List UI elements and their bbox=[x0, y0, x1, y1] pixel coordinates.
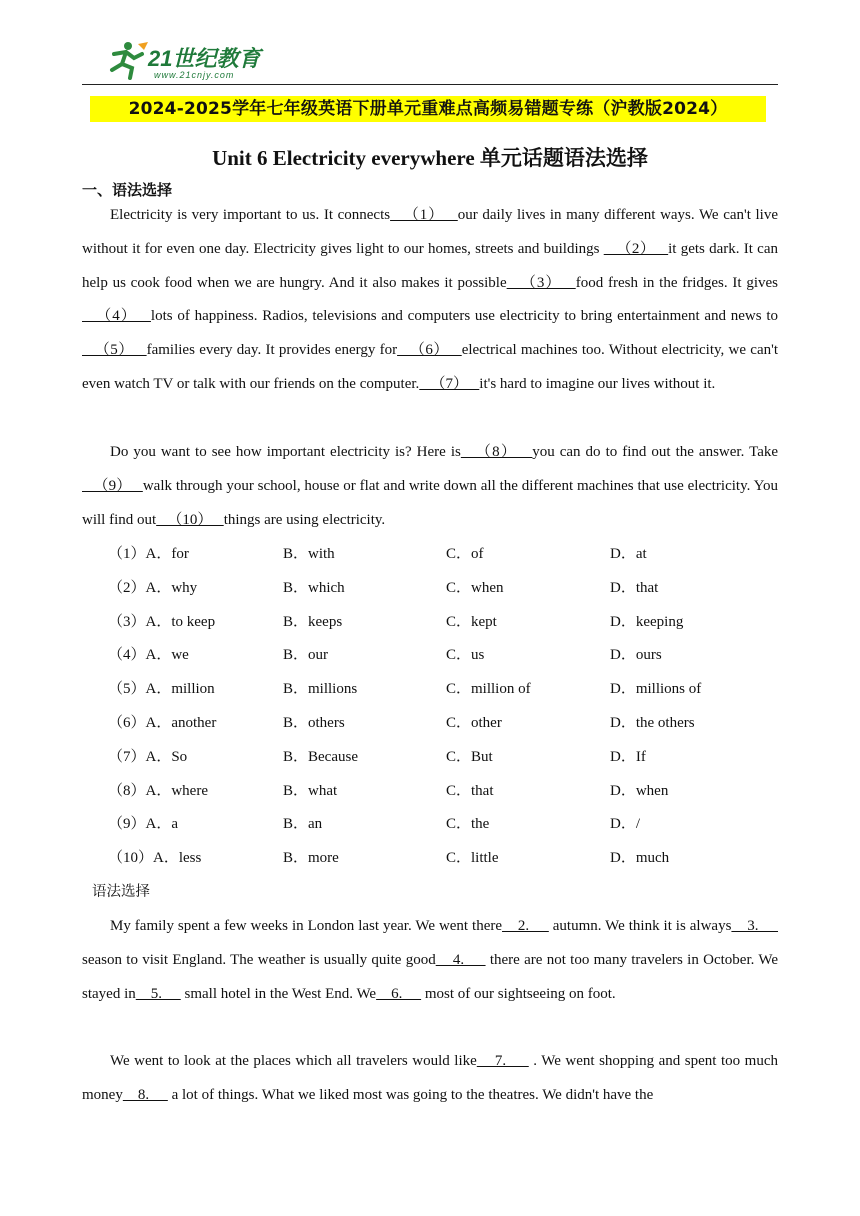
option-row bbox=[108, 741, 808, 775]
passage-text: lots of happiness. Radios, televisions and computers use electricity to bring entertainment and news to bbox=[150, 308, 778, 325]
option-d: D．/ bbox=[610, 816, 641, 833]
passage-text: electrical machines too. Without electricity, we can't even watch TV or talk with our friends on the computer. bbox=[82, 342, 778, 392]
blank-7: （7） bbox=[419, 375, 480, 392]
option-b: B．millions bbox=[283, 681, 358, 698]
option-c: C．of bbox=[446, 546, 484, 562]
option-a: （8）A．where bbox=[108, 782, 208, 799]
option-row bbox=[108, 538, 808, 572]
option-row bbox=[108, 707, 808, 741]
option-a: （7）A．So bbox=[108, 748, 188, 765]
passage-text: there are not too many travelers in October. We stayed in bbox=[82, 951, 779, 1002]
passage-paragraph-2 bbox=[82, 436, 778, 537]
option-b: B．which bbox=[283, 579, 345, 596]
blank-10: （10） bbox=[156, 511, 224, 528]
option-a: （1）A．for bbox=[108, 546, 189, 562]
option-c: C．other bbox=[446, 714, 502, 731]
option-c: C．little bbox=[446, 850, 499, 867]
passage-paragraph-1 bbox=[82, 199, 778, 402]
option-row bbox=[108, 775, 808, 809]
passage-text: you can do to find out the answer. Take bbox=[532, 444, 779, 460]
option-a: （2）A．why bbox=[108, 579, 198, 596]
passage2-paragraph-2 bbox=[82, 1045, 778, 1113]
passage-text: We went to look at the places which all travelers would like bbox=[110, 1053, 477, 1069]
passage-text: season to visit England. The weather is usually quite good bbox=[82, 951, 436, 968]
option-a: （5）A．million bbox=[108, 681, 215, 698]
option-d: D．at bbox=[610, 546, 647, 562]
option-row bbox=[108, 842, 808, 876]
passage-text: Electricity is very important to us. It connects bbox=[110, 207, 391, 223]
blank-2: 2. bbox=[502, 918, 549, 934]
option-row bbox=[108, 606, 808, 640]
blank-7: 7. bbox=[476, 1053, 529, 1069]
header-divider bbox=[82, 84, 778, 85]
option-b: B．with bbox=[283, 546, 335, 562]
blank-3: 3. bbox=[731, 918, 779, 934]
passage-text: small hotel in the West End. We bbox=[180, 985, 377, 1002]
blank-1: （1） bbox=[390, 207, 458, 223]
option-b: B．keeps bbox=[283, 613, 343, 630]
passage-text: families every day. It provides energy for bbox=[146, 342, 398, 359]
passage-text: it gets dark. It can help us cook food when we are hungry. And it also makes it possible bbox=[82, 240, 778, 291]
option-d: D．millions of bbox=[610, 681, 702, 698]
option-d: D．keeping bbox=[610, 613, 684, 630]
option-a: （3）A．to keep bbox=[108, 613, 216, 630]
option-c: C．us bbox=[446, 647, 485, 664]
option-b: B．what bbox=[283, 782, 338, 799]
blank-4: （4） bbox=[82, 308, 151, 325]
blank-6: 6. bbox=[376, 985, 422, 1002]
option-d: D．when bbox=[610, 782, 669, 799]
answer-options bbox=[108, 538, 808, 876]
passage-text: things are using electricity. bbox=[223, 511, 386, 528]
option-b: B．others bbox=[283, 714, 345, 731]
option-c: C．million of bbox=[446, 681, 531, 698]
option-b: B．an bbox=[283, 816, 323, 833]
passage-text: it's hard to imagine our lives without it. bbox=[479, 375, 716, 392]
option-c: C．when bbox=[446, 579, 504, 596]
page-title: Unit 6 Electricity everywhere 单元话题语法选择 bbox=[212, 146, 648, 170]
blank-5: 5. bbox=[135, 985, 181, 1002]
option-c: C．kept bbox=[446, 613, 497, 630]
option-row bbox=[108, 639, 808, 673]
option-d: D．If bbox=[610, 748, 646, 765]
option-row bbox=[108, 673, 808, 707]
option-a: （9）A．a bbox=[108, 816, 178, 833]
blank-6: （6） bbox=[397, 342, 462, 359]
option-b: B．our bbox=[283, 647, 329, 664]
passage-text: a lot of things. What we liked most was going to the theatres. We didn't have the bbox=[167, 1086, 654, 1103]
blank-9: （9） bbox=[82, 477, 143, 494]
passage-text: . We went shopping and spent too much money bbox=[82, 1053, 779, 1103]
section-heading-grammar-2: 语法选择 bbox=[92, 884, 150, 900]
option-b: B．Because bbox=[283, 748, 358, 765]
section-heading-grammar: 一、语法选择 bbox=[82, 181, 173, 199]
blank-8: 8. bbox=[122, 1086, 168, 1103]
option-c: C．the bbox=[446, 816, 490, 833]
option-a: （6）A．another bbox=[108, 714, 217, 731]
option-d: D．the others bbox=[610, 714, 695, 731]
passage-text: walk through your school, house or flat and write down all the different machines that use electricity. You will find out bbox=[82, 477, 778, 528]
option-a: （4）A．we bbox=[108, 647, 189, 664]
option-c: C．But bbox=[446, 748, 493, 765]
logo-url: www.21cnjy.com bbox=[154, 70, 235, 80]
blank-2: （2） bbox=[603, 240, 669, 257]
passage-text: Do you want to see how important electricity is? Here is bbox=[110, 444, 461, 460]
passage-text: food fresh in the fridges. It gives bbox=[575, 274, 778, 291]
option-b: B．more bbox=[283, 850, 339, 867]
passage-text: My family spent a few weeks in London last year. We went there bbox=[110, 918, 503, 934]
passage-text: most of our sightseeing on foot. bbox=[421, 985, 616, 1002]
logo-text: 21世纪教育 bbox=[148, 46, 261, 71]
option-row bbox=[108, 572, 808, 606]
passage2-paragraph-1 bbox=[82, 910, 778, 1011]
blank-8: （8） bbox=[460, 444, 533, 460]
runner-logo-icon bbox=[104, 40, 150, 80]
document-banner: 2024-2025学年七年级英语下册单元重难点高频易错题专练（沪教版2024） bbox=[90, 96, 766, 122]
site-logo bbox=[104, 40, 274, 84]
option-c: C．that bbox=[446, 782, 494, 799]
option-d: D．that bbox=[610, 579, 659, 596]
blank-3: （3） bbox=[506, 274, 576, 291]
blank-5: （5） bbox=[82, 342, 147, 359]
passage-text: our daily lives in many different ways. We can't live without it for even one day. Electricity gives light to our homes, streets and buildings bbox=[82, 207, 778, 257]
option-row bbox=[108, 808, 808, 842]
option-d: D．ours bbox=[610, 647, 662, 664]
passage-text: autumn. We think it is always bbox=[548, 918, 732, 934]
option-d: D．much bbox=[610, 850, 670, 867]
blank-4: 4. bbox=[435, 951, 486, 968]
option-a: （10）A．less bbox=[108, 850, 202, 867]
